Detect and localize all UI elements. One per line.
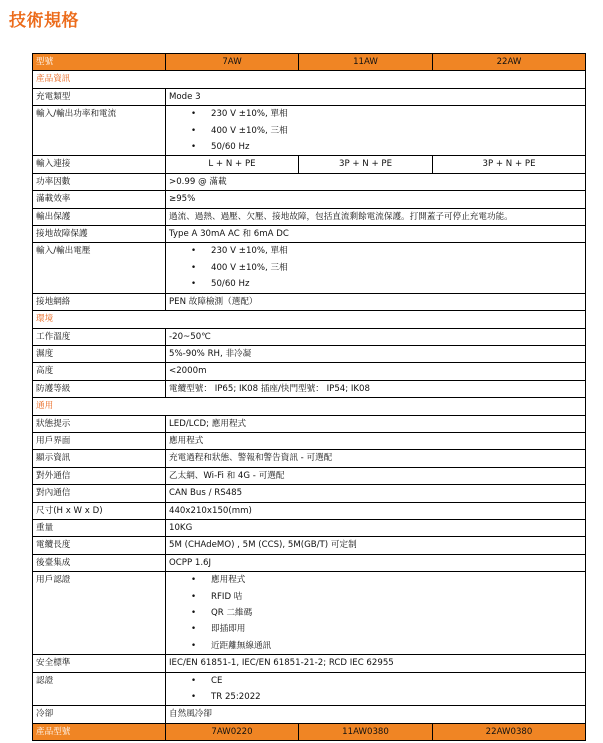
product-model-7aw: 7AW0220: [166, 723, 299, 740]
row-value: 10KG: [166, 519, 586, 536]
section-row: [33, 398, 586, 415]
row-label: 接地網絡: [33, 293, 166, 310]
row-label: 濕度: [33, 345, 166, 362]
table-row: [33, 432, 586, 449]
section-product: 產品資訊: [33, 71, 586, 88]
table-row: [33, 502, 586, 519]
product-model-11aw: 11AW0380: [299, 723, 433, 740]
row-value: [166, 106, 586, 156]
section-general: 通用: [33, 398, 586, 415]
table-row: [33, 106, 586, 156]
list-item: • TR 25:2022: [211, 689, 582, 705]
model-22aw: 22AW: [433, 54, 586, 71]
bullet-list: [169, 673, 582, 706]
row-value: >0.99 @ 滿載: [166, 173, 586, 190]
row-label: 安全標準: [33, 655, 166, 672]
row-label: 重量: [33, 519, 166, 536]
table-row: [33, 156, 586, 173]
row-value: -20~50℃: [166, 328, 586, 345]
row-label: 輸入連接: [33, 156, 166, 173]
bullet-list: [169, 243, 582, 292]
row-label: 滿載效率: [33, 191, 166, 208]
row-value: [166, 572, 586, 655]
row-label: 用戶界面: [33, 432, 166, 449]
table-row: [33, 363, 586, 380]
row-value: [166, 672, 586, 706]
list-item: • 50/60 Hz: [211, 139, 582, 155]
table-row: [33, 554, 586, 571]
row-value: IEC/EN 61851-1, IEC/EN 61851-21-2; RCD IEC 62955: [166, 655, 586, 672]
product-model-22aw: 22AW0380: [433, 723, 586, 740]
table-row: [33, 672, 586, 706]
spec-table: [32, 53, 586, 741]
product-model-row: [33, 723, 586, 740]
row-label: 工作溫度: [33, 328, 166, 345]
model-header-row: [33, 54, 586, 71]
list-item: • QR 二維碼: [211, 605, 582, 621]
row-label: 後臺集成: [33, 554, 166, 571]
table-row: [33, 415, 586, 432]
row-value: ≥95%: [166, 191, 586, 208]
list-item: • 近距離無線通訊: [211, 638, 582, 654]
row-label: 接地故障保護: [33, 226, 166, 243]
page-title: 技術規格: [9, 11, 79, 31]
list-item: • CE: [211, 673, 582, 689]
row-value: Type A 30mA AC 和 6mA DC: [166, 226, 586, 243]
table-row: [33, 706, 586, 723]
row-label: 冷卻: [33, 706, 166, 723]
list-item: • 應用程式: [211, 572, 582, 588]
section-row: [33, 311, 586, 328]
row-value: <2000m: [166, 363, 586, 380]
row-label: 高度: [33, 363, 166, 380]
model-7aw: 7AW: [166, 54, 299, 71]
table-row: [33, 293, 586, 310]
model-11aw: 11AW: [299, 54, 433, 71]
row-label: 輸入/輸出功率和電流: [33, 106, 166, 156]
model-header-label: 型號: [33, 54, 166, 71]
row-value: LED/LCD; 應用程式: [166, 415, 586, 432]
row-value: L + N + PE: [166, 156, 299, 173]
row-value: OCPP 1.6J: [166, 554, 586, 571]
table-row: [33, 537, 586, 554]
list-item: • RFID 咭: [211, 589, 582, 605]
table-row: [33, 243, 586, 293]
row-label: 尺寸(H x W x D): [33, 502, 166, 519]
row-value: 充電過程和狀態、警報和警告資訊 - 可選配: [166, 450, 586, 467]
row-label: 電纜長度: [33, 537, 166, 554]
section-environment: 環境: [33, 311, 586, 328]
row-value: [166, 243, 586, 293]
row-label: 狀態提示: [33, 415, 166, 432]
table-row: [33, 328, 586, 345]
list-item: • 400 V ±10%, 三相: [211, 123, 582, 139]
row-value: 5%-90% RH, 非冷凝: [166, 345, 586, 362]
row-label: 輸出保護: [33, 208, 166, 225]
list-item: • 230 V ±10%, 單相: [211, 106, 582, 122]
table-row: [33, 191, 586, 208]
table-row: [33, 450, 586, 467]
table-row: [33, 88, 586, 105]
table-row: [33, 519, 586, 536]
table-row: [33, 467, 586, 484]
row-label: 顯示資訊: [33, 450, 166, 467]
list-item: • 230 V ±10%, 單相: [211, 243, 582, 259]
row-value: 應用程式: [166, 432, 586, 449]
table-row: [33, 655, 586, 672]
row-label: 充電類型: [33, 88, 166, 105]
product-model-label: 產品型號: [33, 723, 166, 740]
row-value: 3P + N + PE: [433, 156, 586, 173]
table-row: [33, 208, 586, 225]
row-value: 5M (CHAdeMO) , 5M (CCS), 5M(GB/T) 可定制: [166, 537, 586, 554]
row-label: 防護等級: [33, 380, 166, 397]
bullet-list: [169, 106, 582, 155]
row-value: PEN 故障檢測（選配）: [166, 293, 586, 310]
row-label: 用戶認證: [33, 572, 166, 655]
row-value: 乙太網、Wi-Fi 和 4G - 可選配: [166, 467, 586, 484]
table-row: [33, 345, 586, 362]
row-label: 輸入/輸出電壓: [33, 243, 166, 293]
table-row: [33, 173, 586, 190]
row-value: CAN Bus / RS485: [166, 485, 586, 502]
row-label: 認證: [33, 672, 166, 706]
table-row: [33, 226, 586, 243]
row-value: Mode 3: [166, 88, 586, 105]
list-item: • 即插即用: [211, 621, 582, 637]
row-label: 對內通信: [33, 485, 166, 502]
list-item: • 400 V ±10%, 三相: [211, 260, 582, 276]
table-row: [33, 572, 586, 655]
row-value: 3P + N + PE: [299, 156, 433, 173]
row-label: 功率因數: [33, 173, 166, 190]
table-row: [33, 380, 586, 397]
list-item: • 50/60 Hz: [211, 276, 582, 292]
row-value: 440x210x150(mm): [166, 502, 586, 519]
bullet-list: [169, 572, 582, 654]
section-row: [33, 71, 586, 88]
row-value: 電纜型號： IP65; IK08 插座/快門型號： IP54; IK08: [166, 380, 586, 397]
row-value: 自然風冷卻: [166, 706, 586, 723]
row-label: 對外通信: [33, 467, 166, 484]
row-value: 過流、過熱、過壓、欠壓、接地故障，包括直流剩餘電流保護。打開蓋子可停止充電功能。: [166, 208, 586, 225]
table-row: [33, 485, 586, 502]
